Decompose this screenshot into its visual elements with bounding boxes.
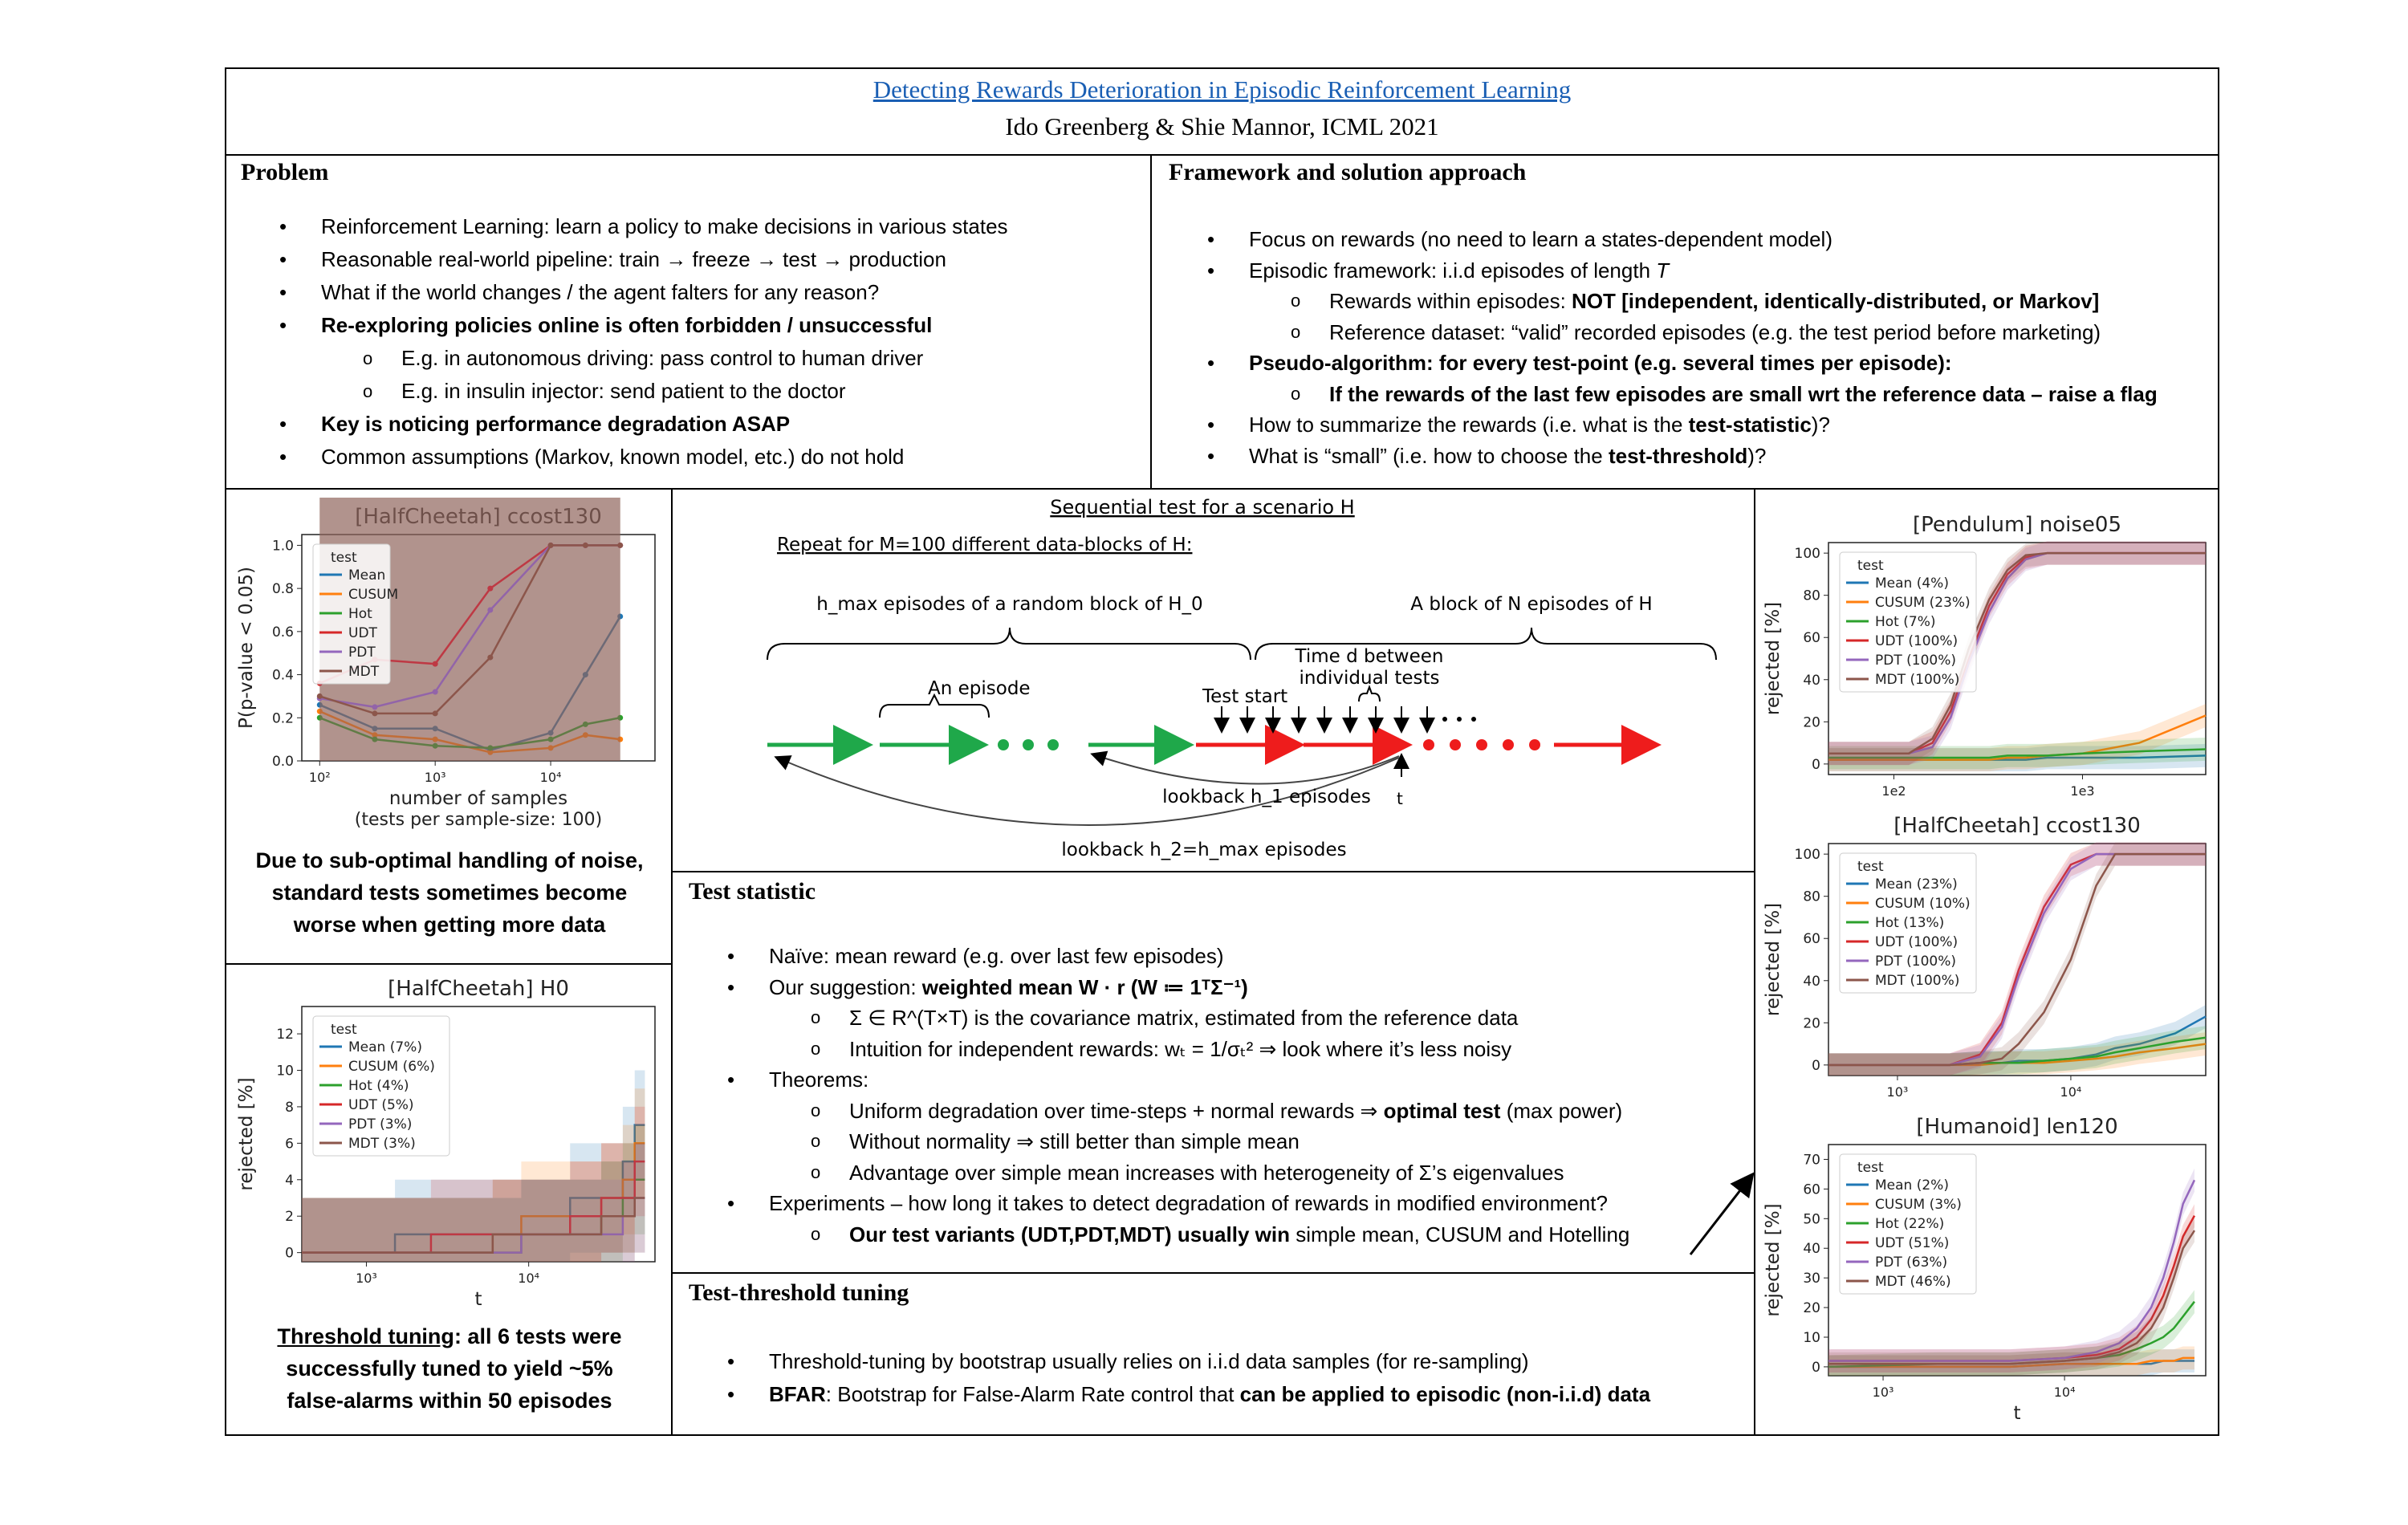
bullet-item [1169,255,2158,287]
time-d-brace [1359,687,1380,702]
bullet-text: weighted mean W · r (W ≔ 1ᵀΣ⁻¹) [921,974,1248,999]
y-tick-label: 60 [1803,1181,1820,1198]
y-axis-label: rejected [%] [236,1077,257,1191]
bullet-item [241,342,1008,375]
bullet-text: Threshold-tuning by bootstrap usually relies on i.i.d data samples (for re-sampling) [769,1349,1529,1373]
poster-title[interactable]: Detecting Rewards Deterioration in Episodic Reinforcement Learning [872,75,1572,104]
legend-entry: PDT (100%) [1875,653,1956,669]
legend-entry: UDT (100%) [1875,934,1959,950]
legend-entry: PDT [348,645,376,661]
x-axis-label: t [474,1289,482,1310]
divider [671,871,1755,872]
caption-line [241,1320,658,1352]
y-axis-label: P(p-value < 0.05) [236,566,257,730]
bullet-text: Intuition for independent rewards: wₜ = 1/σₜ² ⇒ look where it’s less noisy [849,1036,1512,1061]
sequential-test-diagram [673,491,1753,868]
h0-brace [767,628,1251,660]
noise-caption [241,844,658,941]
data-point [487,655,493,661]
bullet-text: Pseudo-algorithm: for every test-point (e.g. several times per episode): [1249,351,1952,375]
y-tick-label: 10 [1803,1330,1820,1346]
legend-entry: UDT (100%) [1875,633,1959,649]
y-tick-label: 70 [1803,1152,1820,1169]
y-tick-label: 20 [1803,714,1820,731]
diagram-title: Sequential test for a scenario H [1050,496,1355,518]
bullet-text: Reference dataset: “valid” recorded episodes (e.g. the test period before marketing) [1329,319,2101,344]
y-tick-label: 20 [1803,1015,1820,1032]
bullet-text: What is “small” (i.e. how to choose the [1249,443,1609,468]
y-tick-label: 40 [1803,672,1820,689]
divider [225,488,2219,490]
bullet-item [689,1219,1629,1250]
green-dots [998,739,1059,750]
bullet-item [689,972,1629,1003]
problem-list [241,210,1008,474]
legend-title: test [331,550,357,566]
y-axis-label: rejected [%] [1763,902,1784,1017]
data-point [583,543,588,548]
bullet-text: Reinforcement Learning: learn a policy to make decisions in various states [321,214,1008,238]
y-tick-label: 0.0 [271,754,294,770]
diagram-repeat: Repeat for M=100 different data-blocks of H: [777,535,1193,555]
divider [671,1272,1755,1274]
legend-title: test [1857,859,1884,875]
legend-entry: MDT (100%) [1875,973,1960,989]
x-tick-label: 10³ [1872,1385,1894,1400]
chart-title: [HalfCheetah] H0 [388,977,569,1001]
bullet-text: optimal test [1383,1098,1501,1123]
bullet-text: )? [1747,443,1767,468]
caption-line: standard tests sometimes become [271,880,628,905]
bullet-text: What if the world changes / the agent falters for any reason? [321,280,880,304]
bullet-item [241,309,1008,342]
lookback-h2-label: lookback h_2=h_max episodes [1061,840,1347,860]
framework-heading: Framework and solution approach [1169,159,1527,185]
bullet-item [689,1034,1629,1065]
bullet-item [1169,409,2158,441]
caption-line: Due to sub-optimal handling of noise, [255,848,644,872]
bullet-item [241,243,1008,276]
bullet-item [689,1064,1629,1096]
bullet-text: If the rewards of the last few episodes are small wrt the reference data – raise a flag [1329,381,2158,406]
bullet-text: Reasonable real-world pipeline: train → freeze → test → production [321,247,946,271]
bullet-text: simple mean, CUSUM and Hotelling [1289,1222,1630,1246]
chart-ccost130-pvalue [231,498,665,835]
test-statistic-heading: Test statistic [689,878,816,905]
h-block-label: A block of N episodes of H [1410,594,1653,615]
data-point [548,543,554,548]
bullet-item [1169,224,2158,255]
bullet-text: (max power) [1500,1098,1623,1123]
y-tick-label: 6 [285,1136,294,1153]
y-tick-label: 2 [285,1209,294,1226]
legend-entry: Mean [348,567,386,584]
x-axis-label: t [2013,1403,2021,1424]
ellipsis-dots [1442,717,1476,722]
bullet-text: E.g. in autonomous driving: pass control to human driver [401,346,924,370]
bullet-item [689,1188,1629,1219]
bullet-item [689,1378,1650,1411]
x-tick-label: 10³ [356,1271,377,1286]
y-tick-label: 20 [1803,1300,1820,1317]
chart-pendulum-noise05 [1758,506,2215,807]
data-point [617,543,623,548]
red-dots [1423,739,1540,750]
y-tick-label: 8 [285,1099,294,1116]
bullet-text: Theorems: [769,1068,869,1092]
test-point-arrows [1222,706,1427,730]
test-statistic-list [689,941,1629,1250]
legend-entry: Mean (7%) [348,1039,422,1055]
bullet-text: Advantage over simple mean increases with heterogeneity of Σ’s eigenvalues [849,1160,1564,1185]
caption-line: false-alarms within 50 episodes [287,1389,612,1413]
x-tick-label: 10⁴ [2053,1385,2076,1400]
x-tick-label: 10² [308,770,331,785]
x-tick-label: 1e2 [1881,783,1906,799]
lookback-h1-label: lookback h_1 episodes [1162,787,1371,807]
chart-title: [Humanoid] len120 [1916,1115,2118,1139]
pointer-arrow [1686,1168,1762,1260]
bullet-text: Our test variants (UDT,PDT,MDT) usually win [849,1222,1290,1246]
y-tick-label: 10 [276,1063,294,1080]
y-tick-label: 30 [1803,1271,1820,1287]
legend-entry: Mean (2%) [1875,1177,1949,1194]
bullet-item [689,1126,1629,1157]
bullet-text: Common assumptions (Markov, known model, etc.) do not hold [321,445,905,469]
y-tick-label: 100 [1794,546,1820,563]
bullet-item [689,941,1629,972]
time-d-label: Time d between [1295,646,1444,667]
bullet-text: )? [1811,413,1830,437]
divider [1754,488,1755,1435]
bullet-text: Σ ∈ R^(T×T) is the covariance matrix, estimated from the reference data [849,1006,1519,1030]
legend-entry: CUSUM [348,587,399,603]
x-tick-label: 10³ [1886,1084,1909,1100]
y-tick-label: 0 [1812,1359,1820,1376]
bullet-item [1169,286,2158,317]
bullet-text: Key is noticing performance degradation ASAP [321,412,791,436]
framework-list [1169,224,2158,471]
x-tick-label: 10³ [424,770,446,785]
bullet-text: T [1656,258,1670,283]
bullet-item [1169,317,2158,348]
y-tick-label: 60 [1803,931,1820,948]
bullet-item [241,210,1008,243]
y-tick-label: 100 [1794,847,1820,864]
legend-title: test [1857,1160,1884,1176]
legend-entry: UDT (51%) [1875,1235,1950,1251]
poster-authors: Ido Greenberg & Shie Mannor, ICML 2021 [1005,112,1439,140]
individual-tests-label: individual tests [1299,668,1440,689]
legend-entry: MDT (100%) [1875,672,1960,688]
y-tick-label: 12 [276,1027,294,1043]
y-tick-label: 0.4 [271,667,294,684]
bullet-text: Without normality ⇒ still better than simple mean [849,1129,1300,1153]
legend-title: test [1857,558,1884,574]
bullet-text: NOT [independent, identically-distributed, or Markov] [1572,289,2100,313]
bullet-item [1169,379,2158,410]
legend-title: test [331,1022,357,1038]
bullet-text: Our suggestion: [769,974,922,999]
bullet-item [241,408,1008,441]
data-point [372,710,377,716]
threshold-caption [241,1320,658,1417]
legend-entry: MDT (46%) [1875,1274,1951,1290]
chart-title: [HalfCheetah] ccost130 [355,505,602,529]
y-tick-label: 0 [1812,1057,1820,1074]
bullet-text: Rewards within episodes: [1329,289,1572,313]
legend-entry: Hot (7%) [1875,614,1936,630]
bullet-text: test-statistic [1688,413,1812,437]
threshold-tuning-rest: : all 6 tests were [454,1324,622,1348]
bullet-text: BFAR [769,1382,826,1406]
legend-entry: MDT [348,664,380,680]
bullet-item [1169,441,2158,472]
y-tick-label: 0 [285,1245,294,1262]
caption-line: worse when getting more data [293,913,606,937]
x-axis-label: (tests per sample-size: 100) [354,810,603,830]
bullet-item [241,375,1008,408]
y-axis-label: rejected [%] [1763,1203,1784,1317]
legend-entry: Hot (22%) [1875,1216,1945,1232]
legend-entry: MDT (3%) [348,1136,416,1152]
chart-halfcheetah-h0 [231,970,665,1315]
bullet-text: How to summarize the rewards (i.e. what is the [1249,413,1689,437]
legend-entry: Hot (13%) [1875,915,1945,931]
y-tick-label: 50 [1803,1211,1820,1228]
bullet-item [689,1157,1629,1189]
divider [1150,154,1152,490]
bullet-text: Experiments – how long it takes to detect degradation of rewards in modified environment? [769,1191,1608,1215]
legend-entry: CUSUM (6%) [348,1059,435,1075]
bullet-text: Re-exploring policies online is often forbidden / unsuccessful [321,313,933,337]
bullet-text: Focus on rewards (no need to learn a states-dependent model) [1249,227,1832,251]
legend-entry: UDT [348,625,377,641]
bullet-item [241,441,1008,474]
chart-title: [Pendulum] noise05 [1912,513,2122,537]
threshold-heading: Test-threshold tuning [689,1279,909,1306]
threshold-tuning-label: Threshold tuning [277,1324,454,1348]
legend-entry: CUSUM (3%) [1875,1197,1962,1213]
y-tick-label: 0.8 [271,581,294,598]
y-tick-label: 80 [1803,889,1820,905]
bullet-text: can be applied to episodic (non-i.i.d) data [1239,1382,1651,1406]
t-label: t [1397,789,1403,808]
chart-halfcheetah-ccost130-rejected [1758,807,2215,1108]
y-axis-label: rejected [%] [1763,601,1784,716]
x-axis-label: number of samples [388,788,568,809]
legend-entry: PDT (3%) [348,1116,413,1133]
bullet-text: test-threshold [1608,443,1748,468]
bullet-item [689,1345,1650,1378]
x-tick-label: 10⁴ [539,770,562,785]
data-point [433,710,438,716]
data-point [317,693,323,699]
episode-label: An episode [928,678,1031,699]
bullet-item [241,276,1008,309]
chart-humanoid-len120 [1758,1108,2215,1429]
legend-entry: Hot [348,606,372,622]
bullet-item [689,1002,1629,1034]
legend-entry: Mean (4%) [1875,575,1949,592]
y-tick-label: 80 [1803,588,1820,604]
x-tick-label: 10⁴ [2060,1084,2082,1100]
caption-line: successfully tuned to yield ~5% [286,1356,613,1381]
legend-entry: CUSUM (10%) [1875,896,1971,912]
bullet-text: E.g. in insulin injector: send patient to the doctor [401,379,846,403]
legend-entry: CUSUM (23%) [1875,595,1971,611]
y-tick-label: 40 [1803,1241,1820,1258]
x-tick-label: 10⁴ [518,1271,540,1286]
bullet-text: Uniform degradation over time-steps + normal rewards ⇒ [849,1098,1384,1123]
legend-entry: Hot (4%) [348,1078,409,1094]
bullet-text: : Bootstrap for False-Alarm Rate control that [825,1382,1240,1406]
y-tick-label: 40 [1803,973,1820,990]
y-tick-label: 0.2 [271,710,294,727]
divider [225,963,671,965]
chart-title: [HalfCheetah] ccost130 [1893,814,2141,838]
test-start-label: Test start [1202,686,1288,707]
bullet-text: Naïve: mean reward (e.g. over last few episodes) [769,944,1224,968]
bullet-item [689,1096,1629,1127]
bullet-item [1169,348,2158,379]
h0-block-label: h_max episodes of a random block of H_0 [816,594,1203,615]
y-tick-label: 1.0 [271,538,294,555]
y-tick-label: 0 [1812,756,1820,773]
x-tick-label: 1e3 [2070,783,2095,799]
threshold-list [689,1345,1650,1411]
lookback-h1-arc [1093,754,1399,784]
legend-entry: PDT (63%) [1875,1255,1948,1271]
problem-heading: Problem [241,159,329,185]
y-tick-label: 60 [1803,630,1820,647]
y-tick-label: 0.6 [271,624,294,640]
legend-entry: Mean (23%) [1875,876,1958,893]
divider [225,154,2219,156]
legend-entry: UDT (5%) [348,1097,414,1113]
legend-entry: PDT (100%) [1875,954,1956,970]
bullet-text: Episodic framework: i.i.d episodes of length [1249,258,1657,283]
y-tick-label: 4 [285,1172,294,1189]
